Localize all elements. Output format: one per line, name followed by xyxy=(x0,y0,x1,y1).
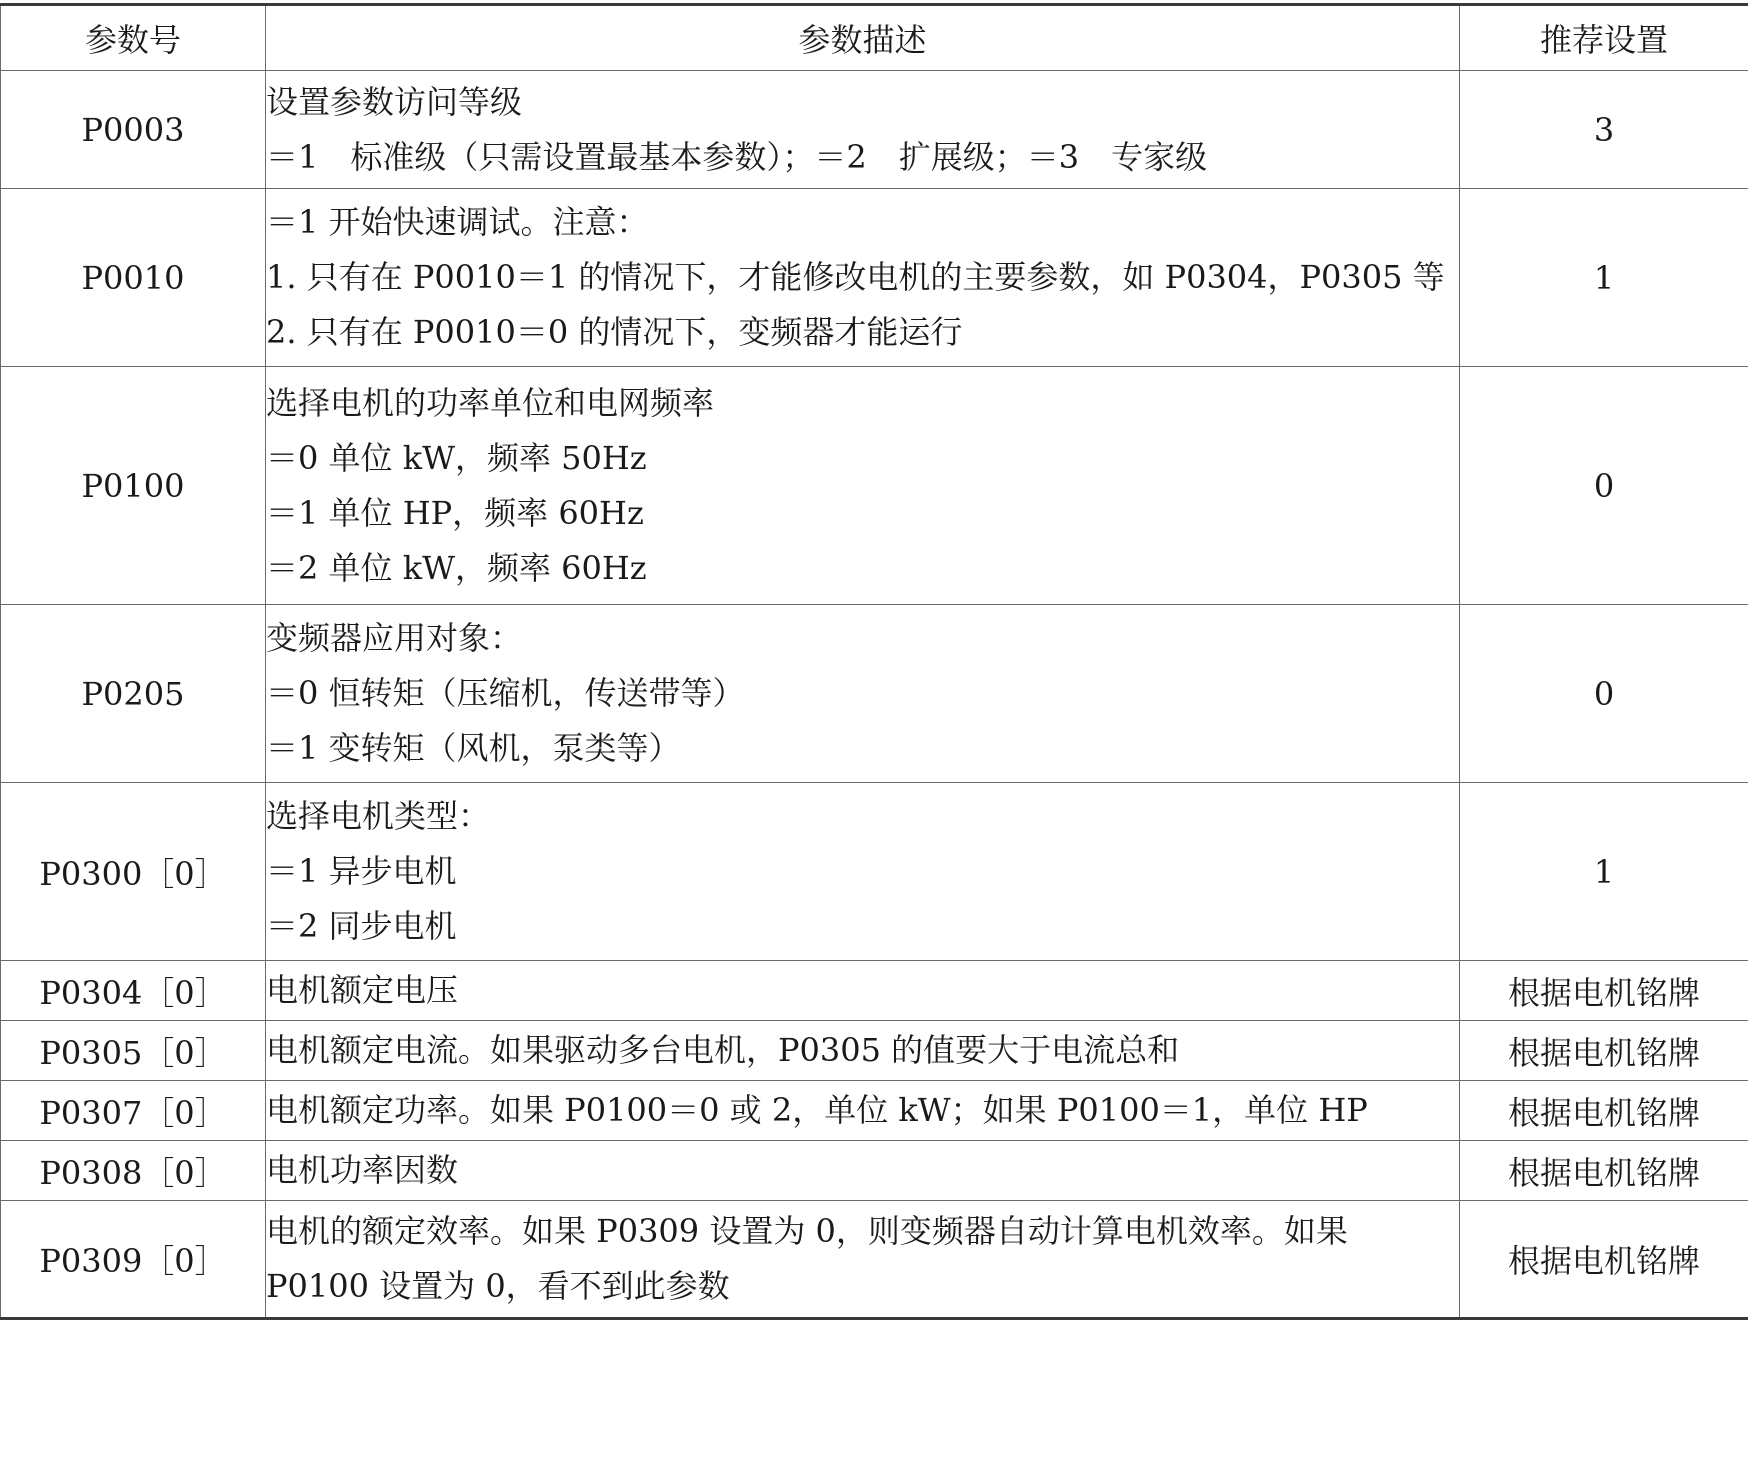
description-line: 电机功率因数 xyxy=(266,1151,459,1189)
description-line: 设置参数访问等级 xyxy=(266,82,523,121)
table-row xyxy=(1,189,1748,367)
parameter-table xyxy=(0,3,1748,1320)
description-line: 1. 只有在 P0010＝1 的情况下，才能修改电机的主要参数，如 P0304，P0305 等 xyxy=(266,258,1445,296)
table-row xyxy=(1,71,1748,189)
recommended-setting-cell: 根据电机铭牌 xyxy=(1460,1021,1748,1081)
param-number-cell: P0003 xyxy=(1,71,266,189)
description-line: 选择电机的功率单位和电网频率 xyxy=(266,383,715,422)
header-param-number: 参数号 xyxy=(1,5,266,71)
table-row xyxy=(1,1081,1748,1141)
recommended-setting-cell: 根据电机铭牌 xyxy=(1460,1141,1748,1201)
param-description-cell xyxy=(266,1201,1460,1319)
table-row xyxy=(1,783,1748,961)
param-description-cell xyxy=(266,1141,1460,1201)
description-line: 2. 只有在 P0010＝0 的情况下，变频器才能运行 xyxy=(266,313,963,351)
header-param-description: 参数描述 xyxy=(266,5,1460,71)
description-line: ＝2 同步电机 xyxy=(266,907,457,945)
param-number-cell: P0304［0］ xyxy=(1,961,266,1021)
table-row xyxy=(1,605,1748,783)
table-row xyxy=(1,1021,1748,1081)
recommended-setting-cell: 3 xyxy=(1460,71,1748,189)
description-line: 电机额定功率。如果 P0100＝0 或 2，单位 kW；如果 P0100＝1，单位 HP xyxy=(266,1091,1368,1129)
param-number-cell: P0300［0］ xyxy=(1,783,266,961)
param-description-cell xyxy=(266,71,1460,189)
recommended-setting-cell: 0 xyxy=(1460,367,1748,605)
param-number-cell: P0308［0］ xyxy=(1,1141,266,1201)
table-header-row xyxy=(1,5,1748,71)
description-line: ＝1 单位 HP，频率 60Hz xyxy=(266,493,644,532)
param-description-cell xyxy=(266,961,1460,1021)
description-line: 变频器应用对象： xyxy=(266,619,523,657)
param-number-cell: P0307［0］ xyxy=(1,1081,266,1141)
description-line: 选择电机类型： xyxy=(266,797,491,835)
description-line: ＝1 开始快速调试。注意： xyxy=(266,203,649,241)
recommended-setting-cell: 1 xyxy=(1460,783,1748,961)
description-line: ＝1 异步电机 xyxy=(266,852,457,890)
param-number-cell: P0305［0］ xyxy=(1,1021,266,1081)
description-line: ＝0 单位 kW，频率 50Hz xyxy=(266,438,647,477)
param-description-cell xyxy=(266,783,1460,961)
recommended-setting-cell: 0 xyxy=(1460,605,1748,783)
table-row xyxy=(1,1141,1748,1201)
description-line: 电机额定电压 xyxy=(266,971,459,1009)
description-line: 电机额定电流。如果驱动多台电机，P0305 的值要大于电流总和 xyxy=(266,1031,1180,1069)
table-row xyxy=(1,961,1748,1021)
table-row xyxy=(1,367,1748,605)
recommended-setting-cell: 根据电机铭牌 xyxy=(1460,961,1748,1021)
description-line: ＝1 变转矩（风机，泵类等） xyxy=(266,729,681,767)
description-line: P0100 设置为 0，看不到此参数 xyxy=(266,1267,730,1305)
param-number-cell: P0010 xyxy=(1,189,266,367)
recommended-setting-cell: 根据电机铭牌 xyxy=(1460,1081,1748,1141)
param-description-cell xyxy=(266,605,1460,783)
description-line: ＝2 单位 kW，频率 60Hz xyxy=(266,548,647,587)
table-row xyxy=(1,1201,1748,1319)
description-line: ＝1 标准级（只需设置最基本参数）；＝2 扩展级；＝3 专家级 xyxy=(266,137,1208,176)
param-number-cell: P0205 xyxy=(1,605,266,783)
param-number-cell: P0100 xyxy=(1,367,266,605)
description-line: ＝0 恒转矩（压缩机，传送带等） xyxy=(266,674,745,712)
param-number-cell: P0309［0］ xyxy=(1,1201,266,1319)
description-line: 电机的额定效率。如果 P0309 设置为 0，则变频器自动计算电机效率。如果 xyxy=(266,1212,1348,1250)
recommended-setting-cell: 根据电机铭牌 xyxy=(1460,1201,1748,1319)
param-description-cell xyxy=(266,1021,1460,1081)
param-description-cell xyxy=(266,189,1460,367)
param-description-cell xyxy=(266,367,1460,605)
param-description-cell xyxy=(266,1081,1460,1141)
header-recommended-setting: 推荐设置 xyxy=(1460,5,1748,71)
recommended-setting-cell: 1 xyxy=(1460,189,1748,367)
